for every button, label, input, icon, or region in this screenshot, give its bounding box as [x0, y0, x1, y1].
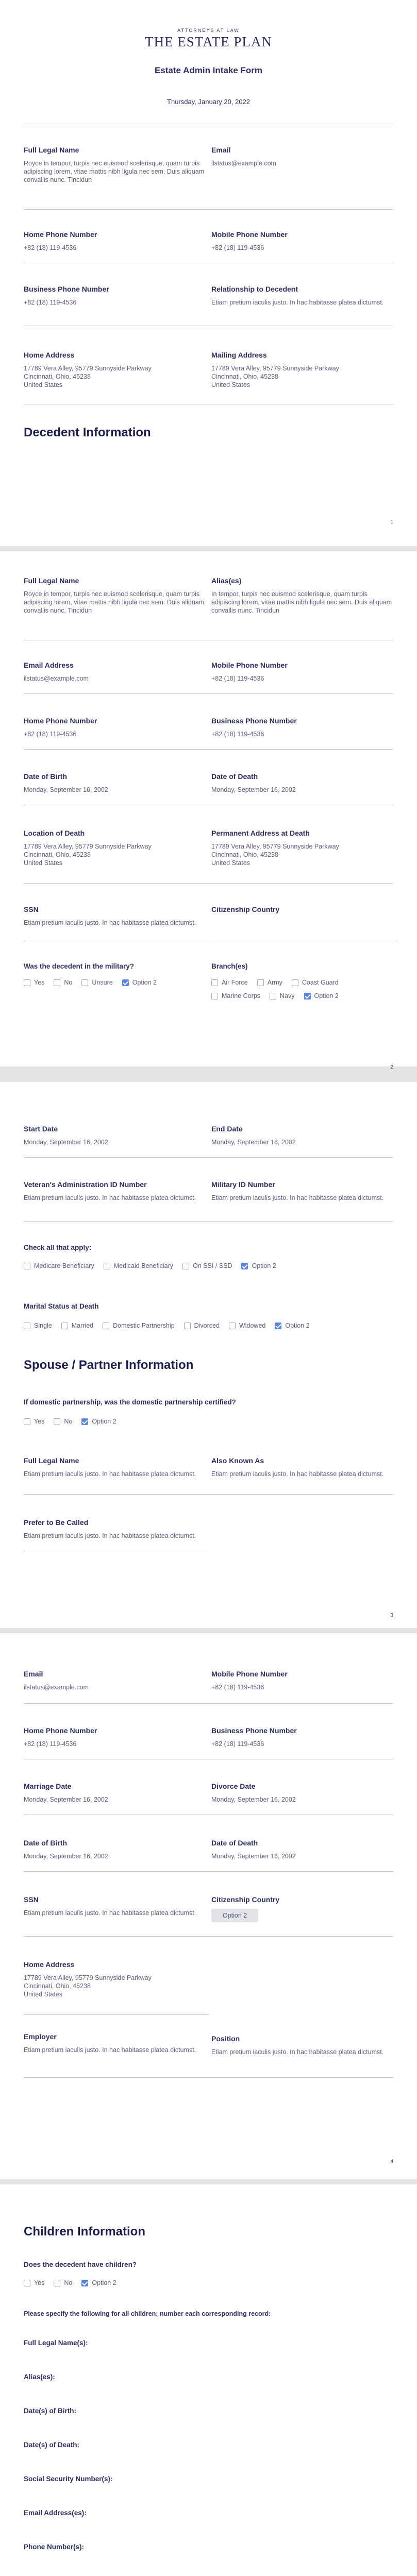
divorce-date-field	[211, 1782, 397, 1804]
field-label: Citizenship Country	[211, 905, 280, 913]
field-label: Date of Birth	[24, 772, 67, 781]
field-value: 17789 Vera Alley, 95779 Sunnyside Parkway Cincinnati, Ohio, 45238 United States	[211, 365, 339, 388]
field-value: +82 (18) 119-4536	[24, 1740, 77, 1748]
field-label: Date of Death	[211, 1839, 258, 1847]
checkbox-icon[interactable]	[211, 979, 218, 986]
checkbox-label: Yes	[34, 2279, 45, 2286]
spouse-home-address-field	[24, 1960, 209, 1998]
checkbox-option[interactable]	[24, 1322, 52, 1329]
section-title-decedent: Decedent Information	[24, 426, 151, 439]
field-label: Home Phone Number	[24, 717, 97, 725]
checkbox-option[interactable]	[54, 2279, 72, 2286]
check-all-question: Check all that apply:	[24, 1244, 92, 1251]
checkbox-icon[interactable]	[292, 979, 298, 986]
ssn-field	[24, 905, 209, 927]
field-label: Mailing Address	[211, 351, 267, 359]
checkbox-option[interactable]	[257, 979, 282, 986]
checkbox-checked-icon[interactable]	[304, 993, 311, 999]
checkbox-option[interactable]	[61, 1322, 93, 1329]
spouse-ssn-field	[24, 1895, 209, 1917]
checkbox-label: Medicaid Beneficiary	[113, 1262, 174, 1269]
field-label: Full Legal Name	[24, 146, 79, 154]
spouse-citizenship-field	[211, 1895, 397, 1922]
field-value: Etiam pretium iaculis justo. In hac habitasse platea dictumst.	[24, 1194, 196, 1201]
spouse-email-field	[24, 1669, 209, 1691]
field-label: Relationship to Decedent	[211, 285, 298, 293]
spouse-dob-field	[24, 1838, 209, 1860]
location-of-death-field	[24, 828, 209, 867]
checkbox-icon[interactable]	[24, 1323, 30, 1329]
checkbox-checked-icon[interactable]	[81, 2280, 88, 2286]
field-label: Position	[211, 2035, 240, 2043]
checkbox-option[interactable]	[241, 1262, 276, 1269]
field-value: Etiam pretium iaculis justo. In hac habitasse platea dictumst.	[24, 1532, 196, 1539]
citizenship-field	[211, 905, 397, 914]
field-value: Etiam pretium iaculis justo. In hac habitasse platea dictumst.	[211, 299, 384, 306]
field-label: End Date	[211, 1125, 243, 1133]
checkbox-icon[interactable]	[24, 1418, 30, 1425]
also-known-as-field	[211, 1456, 397, 1478]
field-value: Monday, September 16, 2002	[211, 786, 296, 793]
children-options	[24, 2279, 230, 2286]
home-phone-field	[24, 230, 209, 252]
checkbox-label: Option 2	[132, 979, 157, 986]
checkbox-option[interactable]	[229, 1322, 265, 1329]
form-date: Thursday, January 20, 2022	[167, 98, 250, 106]
checkbox-label: Divorced	[194, 1322, 220, 1329]
mobile-phone-field	[211, 660, 397, 683]
page-number: 4	[390, 2159, 393, 2164]
divider	[24, 1221, 393, 1222]
checkbox-label: Married	[71, 1322, 94, 1329]
checkbox-label: Option 2	[252, 1262, 276, 1269]
checkbox-label: Yes	[34, 979, 45, 986]
divider	[24, 1871, 393, 1872]
page-2	[0, 551, 417, 1066]
field-label: Full Legal Name	[24, 1456, 79, 1465]
field-value: +82 (18) 119-4536	[24, 731, 77, 738]
field-label: Home Phone Number	[24, 1726, 97, 1735]
firm-logo-text: THE ESTATE PLAN	[145, 34, 272, 49]
field-value: +82 (18) 119-4536	[211, 244, 264, 251]
field-label: Alias(es)	[211, 577, 242, 585]
field-label: SSN	[24, 1895, 39, 1904]
benefit-options	[24, 1262, 393, 1269]
checkbox-label: Option 2	[92, 1418, 116, 1425]
employer-field	[24, 2032, 209, 2054]
divider	[24, 2077, 393, 2078]
military-question: Was the decedent in the military?	[24, 962, 135, 970]
email-address-field	[24, 660, 209, 683]
domestic-partnership-options	[24, 1418, 230, 1425]
field-label: Email	[211, 146, 231, 154]
page-number: 3	[390, 1613, 393, 1618]
divider	[24, 1936, 393, 1937]
divider	[24, 209, 393, 210]
divider	[24, 1157, 393, 1158]
divider	[24, 693, 393, 694]
field-value: Etiam pretium iaculis justo. In hac habitasse platea dictumst.	[24, 1470, 196, 1478]
field-label: Home Address	[24, 1960, 75, 1969]
checkbox-icon[interactable]	[54, 979, 60, 986]
branch-options	[211, 979, 381, 999]
checkbox-option[interactable]	[304, 992, 339, 999]
field-label: SSN	[24, 905, 39, 913]
checkbox-option[interactable]	[211, 979, 248, 986]
field-label: Email Address	[24, 661, 74, 669]
mailing-address-field	[211, 350, 397, 389]
checkbox-label: No	[64, 2279, 73, 2286]
field-label: Prefer to Be Called	[24, 1518, 89, 1527]
checkbox-icon[interactable]	[24, 2280, 30, 2286]
business-phone-field	[24, 284, 209, 307]
start-date-field	[24, 1124, 209, 1146]
checkbox-option[interactable]	[81, 1418, 116, 1425]
dob-field	[24, 772, 209, 794]
checkbox-label: No	[64, 979, 73, 986]
checkbox-label: Single	[34, 1322, 52, 1329]
field-value: Etiam pretium iaculis justo. In hac habitasse platea dictumst.	[24, 919, 196, 926]
page-number: 1	[390, 519, 393, 525]
field-label: Home Phone Number	[24, 230, 97, 239]
field-value: ilstatus@example.com	[24, 675, 89, 682]
field-value: In tempor, turpis nec euismod scelerisque, quam turpis adipiscing lorem, vitae mattis nibh ligula nec sem. Duis aliquam convallis nunc. Tincidun	[211, 590, 392, 614]
field-value: +82 (18) 119-4536	[211, 1684, 264, 1691]
checkbox-label: Option 2	[92, 2279, 116, 2286]
checkbox-icon[interactable]	[24, 979, 30, 986]
checkbox-option[interactable]	[24, 2279, 44, 2286]
divider	[24, 1703, 393, 1704]
section-title-children: Children Information	[24, 2225, 145, 2239]
checkbox-icon[interactable]	[257, 979, 264, 986]
checkbox-label: Option 2	[314, 992, 339, 999]
field-value: Monday, September 16, 2002	[211, 1139, 296, 1146]
checkbox-icon[interactable]	[61, 1323, 68, 1329]
field-label: Date of Birth	[24, 1839, 67, 1847]
checkbox-label: Domestic Partnership	[113, 1322, 175, 1329]
page-number: 2	[390, 1064, 393, 1070]
field-label: Employer	[24, 2032, 57, 2041]
permanent-address-field	[211, 828, 397, 867]
firm-tagline: ATTORNEYS AT LAW	[177, 28, 240, 33]
divider	[24, 749, 393, 750]
field-label: Permanent Address at Death	[211, 829, 310, 837]
children-line-label: Social Security Number(s):	[24, 2475, 113, 2483]
checkbox-label: Air Force	[222, 979, 248, 986]
divider	[24, 883, 393, 884]
field-label: Mobile Phone Number	[211, 661, 288, 669]
prefer-called-field	[24, 1518, 209, 1540]
children-line-label: Date(s) of Birth:	[24, 2407, 76, 2415]
checkbox-icon[interactable]	[81, 979, 88, 986]
checkbox-option[interactable]	[104, 1262, 173, 1269]
spouse-home-phone-field	[24, 1726, 209, 1748]
field-label: Military ID Number	[211, 1180, 275, 1189]
form-title: Estate Admin Intake Form	[154, 65, 263, 75]
checkbox-icon[interactable]	[270, 993, 276, 999]
relationship-field	[211, 284, 397, 307]
field-value: +82 (18) 119-4536	[24, 299, 77, 306]
field-value: Monday, September 16, 2002	[211, 1796, 296, 1803]
home-address-field	[24, 350, 209, 389]
aliases-field	[211, 576, 397, 615]
checkbox-label: Coast Guard	[302, 979, 339, 986]
field-value: Royce in tempor, turpis nec euismod scelerisque, quam turpis adipiscing lorem, vitae mattis nibh ligula nec sem. Duis aliquam convallis nunc. Tincidun	[24, 590, 205, 614]
field-label: Business Phone Number	[24, 285, 109, 293]
dod-field	[211, 772, 397, 794]
checkbox-option[interactable]	[270, 992, 294, 999]
decedent-name-field	[24, 576, 209, 615]
checkbox-option[interactable]	[122, 979, 157, 986]
field-label: Marriage Date	[24, 1782, 72, 1790]
checkbox-label: Unsure	[92, 979, 113, 986]
checkbox-option[interactable]	[103, 1322, 175, 1329]
checkbox-checked-icon[interactable]	[275, 1323, 281, 1329]
military-options	[24, 979, 204, 986]
field-value: 17789 Vera Alley, 95779 Sunnyside Parkway Cincinnati, Ohio, 45238 United States	[24, 1974, 152, 1998]
field-label: Mobile Phone Number	[211, 230, 288, 239]
field-label: Business Phone Number	[211, 717, 297, 725]
checkbox-label: Marine Corps	[222, 992, 261, 999]
field-value: ilstatus@example.com	[24, 1684, 89, 1691]
field-value: Etiam pretium iaculis justo. In hac habitasse platea dictumst.	[24, 1909, 196, 1917]
position-field	[211, 2034, 397, 2056]
checkbox-icon[interactable]	[54, 2280, 60, 2286]
divider	[24, 2014, 209, 2015]
field-label: Citizenship Country	[211, 1895, 280, 1904]
children-instructions: Please specify the following for all children; number each corresponding record:	[24, 2310, 271, 2317]
checkbox-icon[interactable]	[104, 1263, 110, 1269]
field-value: Etiam pretium iaculis justo. In hac habitasse platea dictumst.	[211, 2048, 384, 2056]
page-3	[0, 1082, 417, 1628]
children-line-label: Alias(es):	[24, 2373, 55, 2381]
checkbox-icon[interactable]	[103, 1323, 109, 1329]
checkbox-option[interactable]	[211, 992, 260, 999]
field-value: +82 (18) 119-4536	[211, 1740, 264, 1748]
checkbox-option[interactable]	[292, 979, 339, 986]
email-field	[211, 145, 397, 167]
field-label: Start Date	[24, 1125, 58, 1133]
field-value: Monday, September 16, 2002	[24, 1796, 108, 1803]
checkbox-checked-icon[interactable]	[81, 1418, 88, 1425]
checkbox-label: On SSI / SSD	[193, 1262, 232, 1269]
field-label: Veteran's Administration ID Number	[24, 1180, 147, 1189]
spouse-mobile-field	[211, 1669, 397, 1691]
field-value: 17789 Vera Alley, 95779 Sunnyside Parkway Cincinnati, Ohio, 45238 United States	[24, 365, 152, 388]
field-value: Etiam pretium iaculis justo. In hac habitasse platea dictumst.	[211, 1470, 384, 1478]
field-label: Date of Death	[211, 772, 258, 781]
field-value: Royce in tempor, turpis nec euismod scelerisque, quam turpis adipiscing lorem, vitae mattis nibh ligula nec sem. Duis aliquam convallis nunc. Tincidun	[24, 160, 205, 183]
home-phone-field	[24, 716, 209, 738]
checkbox-option[interactable]	[24, 1262, 94, 1269]
citizenship-select[interactable]: Option 2	[211, 1909, 258, 1922]
military-id-field	[211, 1180, 397, 1202]
divider	[24, 1494, 393, 1495]
field-label: Home Address	[24, 351, 75, 359]
checkbox-label: No	[64, 1418, 73, 1425]
checkbox-icon[interactable]	[54, 1418, 60, 1425]
field-label: Business Phone Number	[211, 1726, 297, 1735]
marital-options	[24, 1322, 393, 1329]
marriage-date-field	[24, 1782, 209, 1804]
field-value: Etiam pretium iaculis justo. In hac habitasse platea dictumst.	[24, 2046, 196, 2054]
field-label: Also Known As	[211, 1456, 264, 1465]
field-value: Etiam pretium iaculis justo. In hac habitasse platea dictumst.	[211, 1194, 384, 1201]
page-5	[0, 2184, 417, 2576]
checkbox-option[interactable]	[182, 1262, 232, 1269]
children-line-label: Full Legal Name(s):	[24, 2339, 88, 2347]
checkbox-icon[interactable]	[229, 1323, 236, 1329]
checkbox-label: Army	[267, 979, 282, 986]
checkbox-icon[interactable]	[211, 993, 218, 999]
field-label: Mobile Phone Number	[211, 1670, 288, 1678]
mobile-phone-field	[211, 230, 397, 252]
field-value: +82 (18) 119-4536	[211, 675, 264, 682]
checkbox-label: Medicare Beneficiary	[34, 1262, 94, 1269]
end-date-field	[211, 1124, 397, 1146]
checkbox-label: Option 2	[285, 1322, 310, 1329]
page-4	[0, 1633, 417, 2179]
field-label: Email	[24, 1670, 43, 1678]
field-value: +82 (18) 119-4536	[24, 244, 77, 251]
children-question: Does the decedent have children?	[24, 2261, 137, 2268]
spouse-business-phone-field	[211, 1726, 397, 1748]
section-title-spouse: Spouse / Partner Information	[24, 1358, 194, 1372]
checkbox-option[interactable]	[81, 2279, 116, 2286]
field-value: +82 (18) 119-4536	[211, 731, 264, 738]
children-line-label: Phone Number(s):	[24, 2543, 85, 2551]
field-value: Monday, September 16, 2002	[24, 786, 108, 793]
checkbox-checked-icon[interactable]	[122, 979, 129, 986]
checkbox-option[interactable]	[275, 1322, 309, 1329]
checkbox-icon[interactable]	[182, 1263, 189, 1269]
field-value: 17789 Vera Alley, 95779 Sunnyside Parkway Cincinnati, Ohio, 45238 United States	[24, 843, 152, 867]
spouse-name-field	[24, 1456, 209, 1478]
field-value: ilstatus@example.com	[211, 160, 276, 167]
checkbox-icon[interactable]	[24, 1263, 30, 1269]
branch-question: Branch(es)	[211, 962, 248, 970]
va-id-field	[24, 1180, 209, 1202]
field-value: Monday, September 16, 2002	[24, 1853, 108, 1860]
checkbox-option[interactable]	[54, 979, 72, 986]
children-line-label: Date(s) of Death:	[24, 2441, 80, 2449]
domestic-partnership-question: If domestic partnership, was the domestic partnership certified?	[24, 1398, 236, 1406]
children-line-label: Email Address(es):	[24, 2509, 87, 2517]
field-value: Monday, September 16, 2002	[24, 1139, 108, 1146]
full-legal-name-field	[24, 145, 209, 184]
checkbox-option[interactable]	[184, 1322, 220, 1329]
page-1	[0, 0, 417, 546]
checkbox-option[interactable]	[24, 1418, 44, 1425]
field-value: 17789 Vera Alley, 95779 Sunnyside Parkway Cincinnati, Ohio, 45238 United States	[211, 843, 339, 867]
checkbox-option[interactable]	[24, 979, 44, 986]
checkbox-label: Yes	[34, 1418, 45, 1425]
checkbox-label: Widowed	[239, 1322, 266, 1329]
checkbox-option[interactable]	[81, 979, 112, 986]
field-label: Full Legal Name	[24, 577, 79, 585]
spouse-dod-field	[211, 1838, 397, 1860]
field-label: Location of Death	[24, 829, 85, 837]
checkbox-checked-icon[interactable]	[241, 1263, 248, 1269]
field-label: Divorce Date	[211, 1782, 256, 1790]
checkbox-label: Navy	[280, 992, 295, 999]
business-phone-field	[211, 716, 397, 738]
field-value: Monday, September 16, 2002	[211, 1853, 296, 1860]
checkbox-icon[interactable]	[184, 1323, 191, 1329]
checkbox-option[interactable]	[54, 1418, 72, 1425]
marital-question: Marital Status at Death	[24, 1302, 99, 1310]
